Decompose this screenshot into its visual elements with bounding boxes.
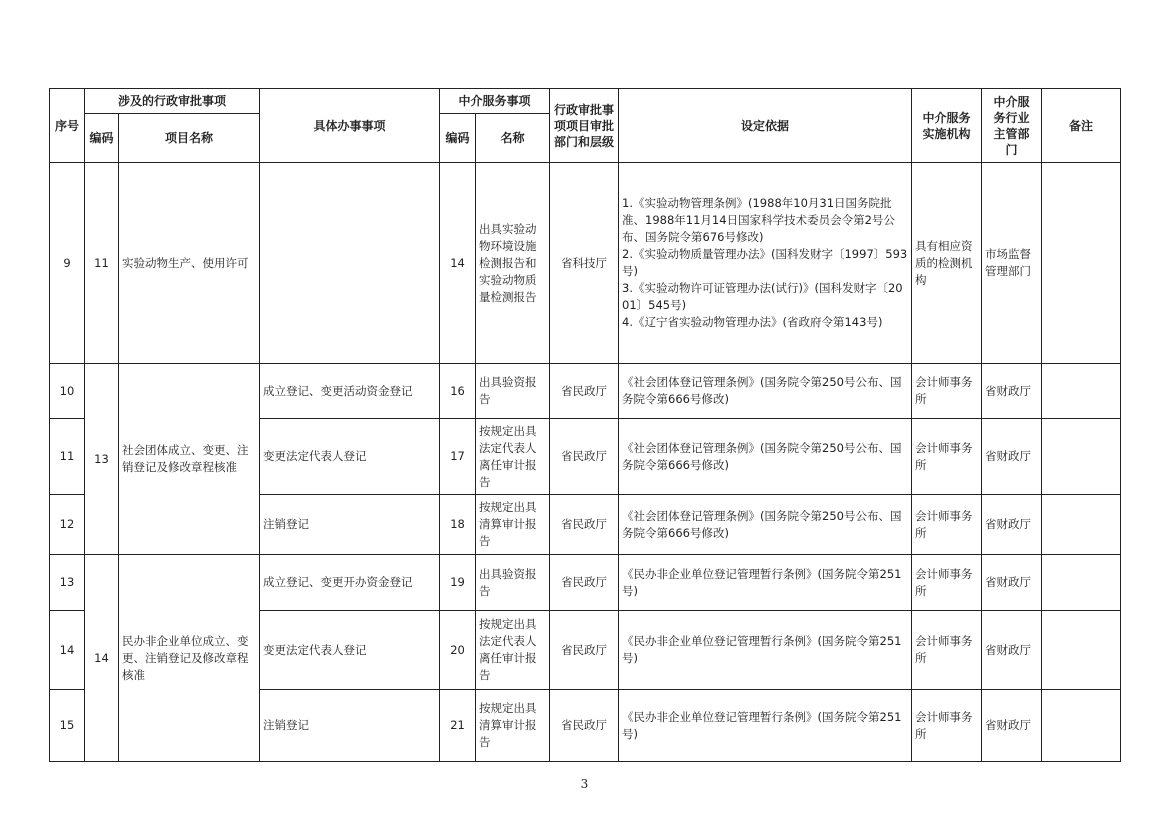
header-seq: 序号 xyxy=(50,89,85,163)
table-row xyxy=(50,555,1121,611)
cell-inter-code: 16 xyxy=(440,364,476,419)
cell-dept: 省民政厅 xyxy=(550,611,619,690)
cell-agency: 具有相应资质的检测机构 xyxy=(912,163,982,364)
cell-inter-code: 21 xyxy=(440,690,476,762)
cell-seq: 12 xyxy=(50,495,85,555)
cell-authority: 省财政厅 xyxy=(982,419,1042,495)
table-row xyxy=(50,163,1121,364)
header-specific-matter: 具体办事事项 xyxy=(260,89,440,163)
cell-agency: 会计师事务所 xyxy=(912,495,982,555)
cell-seq: 14 xyxy=(50,611,85,690)
cell-item-name: 民办非企业单位成立、变更、注销登记及修改章程核准 xyxy=(119,555,260,762)
cell-inter-code: 20 xyxy=(440,611,476,690)
cell-specific-matter xyxy=(260,163,440,364)
cell-specific-matter: 成立登记、变更活动资金登记 xyxy=(260,364,440,419)
cell-remarks xyxy=(1042,690,1121,762)
cell-basis: 《社会团体登记管理条例》(国务院令第250号公布、国务院令第666号修改) xyxy=(619,419,912,495)
cell-dept: 省民政厅 xyxy=(550,495,619,555)
cell-inter-name: 出具验资报告 xyxy=(476,555,550,611)
approval-items-table xyxy=(49,88,1121,762)
cell-specific-matter: 变更法定代表人登记 xyxy=(260,611,440,690)
cell-authority: 省财政厅 xyxy=(982,364,1042,419)
cell-inter-name: 出具实验动物环境设施检测报告和实验动物质量检测报告 xyxy=(476,163,550,364)
cell-inter-name: 出具验资报告 xyxy=(476,364,550,419)
cell-code: 11 xyxy=(85,163,119,364)
cell-agency: 会计师事务所 xyxy=(912,611,982,690)
cell-inter-code: 17 xyxy=(440,419,476,495)
header-intermediary-group: 中介服务事项 xyxy=(440,89,550,114)
cell-remarks xyxy=(1042,419,1121,495)
cell-basis: 《民办非企业单位登记管理暂行条例》(国务院令第251号) xyxy=(619,690,912,762)
cell-inter-code: 14 xyxy=(440,163,476,364)
cell-code: 14 xyxy=(85,555,119,762)
header-basis: 设定依据 xyxy=(619,89,912,163)
cell-dept: 省科技厅 xyxy=(550,163,619,364)
cell-authority: 市场监督管理部门 xyxy=(982,163,1042,364)
cell-authority: 省财政厅 xyxy=(982,555,1042,611)
cell-agency: 会计师事务所 xyxy=(912,419,982,495)
cell-authority: 省财政厅 xyxy=(982,495,1042,555)
cell-remarks xyxy=(1042,163,1121,364)
cell-seq: 15 xyxy=(50,690,85,762)
cell-specific-matter: 注销登记 xyxy=(260,690,440,762)
cell-basis: 《社会团体登记管理条例》(国务院令第250号公布、国务院令第666号修改) xyxy=(619,495,912,555)
header-involved-group: 涉及的行政审批事项 xyxy=(85,89,260,114)
header-dept-level: 行政审批事项项目审批部门和层级 xyxy=(550,89,619,163)
cell-basis: 1.《实验动物管理条例》(1988年10月31日国务院批准、1988年11月14日国家科学技术委员会令第2号公布、国务院令第676号修改) 2.《实验动物质量管理办法》(国科发财字〔1997〕593号) 3.《实验动物许可证管理办法(试行)》(国科发财字〔2001〕545号) 4.《辽宁省实验动物管理办法》(省政府令第143号) xyxy=(619,163,912,364)
cell-inter-code: 19 xyxy=(440,555,476,611)
header-remarks: 备注 xyxy=(1042,89,1121,163)
cell-item-name: 社会团体成立、变更、注销登记及修改章程核准 xyxy=(119,364,260,555)
header-code: 编码 xyxy=(85,114,119,163)
cell-inter-code: 18 xyxy=(440,495,476,555)
cell-agency: 会计师事务所 xyxy=(912,364,982,419)
cell-seq: 11 xyxy=(50,419,85,495)
cell-seq: 13 xyxy=(50,555,85,611)
cell-basis: 《民办非企业单位登记管理暂行条例》(国务院令第251号) xyxy=(619,611,912,690)
cell-authority: 省财政厅 xyxy=(982,690,1042,762)
cell-seq: 9 xyxy=(50,163,85,364)
cell-dept: 省民政厅 xyxy=(550,555,619,611)
cell-inter-name: 按规定出具法定代表人离任审计报告 xyxy=(476,419,550,495)
cell-inter-name: 按规定出具清算审计报告 xyxy=(476,495,550,555)
cell-remarks xyxy=(1042,611,1121,690)
cell-basis: 《民办非企业单位登记管理暂行条例》(国务院令第251号) xyxy=(619,555,912,611)
header-agency: 中介服务实施机构 xyxy=(912,89,982,163)
cell-dept: 省民政厅 xyxy=(550,364,619,419)
header-item-name: 项目名称 xyxy=(119,114,260,163)
cell-specific-matter: 注销登记 xyxy=(260,495,440,555)
cell-item-name: 实验动物生产、使用许可 xyxy=(119,163,260,364)
header-authority: 中介服务行业主管部门 xyxy=(982,89,1042,163)
cell-specific-matter: 变更法定代表人登记 xyxy=(260,419,440,495)
cell-inter-name: 按规定出具法定代表人离任审计报告 xyxy=(476,611,550,690)
cell-code: 13 xyxy=(85,364,119,555)
cell-authority: 省财政厅 xyxy=(982,611,1042,690)
cell-agency: 会计师事务所 xyxy=(912,555,982,611)
header-inter-name: 名称 xyxy=(476,114,550,163)
page-number: 3 xyxy=(580,777,589,791)
cell-dept: 省民政厅 xyxy=(550,690,619,762)
cell-remarks xyxy=(1042,364,1121,419)
cell-basis: 《社会团体登记管理条例》(国务院令第250号公布、国务院令第666号修改) xyxy=(619,364,912,419)
cell-dept: 省民政厅 xyxy=(550,419,619,495)
cell-remarks xyxy=(1042,555,1121,611)
cell-agency: 会计师事务所 xyxy=(912,690,982,762)
cell-seq: 10 xyxy=(50,364,85,419)
table-row xyxy=(50,364,1121,419)
header-inter-code: 编码 xyxy=(440,114,476,163)
cell-remarks xyxy=(1042,495,1121,555)
cell-inter-name: 按规定出具清算审计报告 xyxy=(476,690,550,762)
cell-specific-matter: 成立登记、变更开办资金登记 xyxy=(260,555,440,611)
